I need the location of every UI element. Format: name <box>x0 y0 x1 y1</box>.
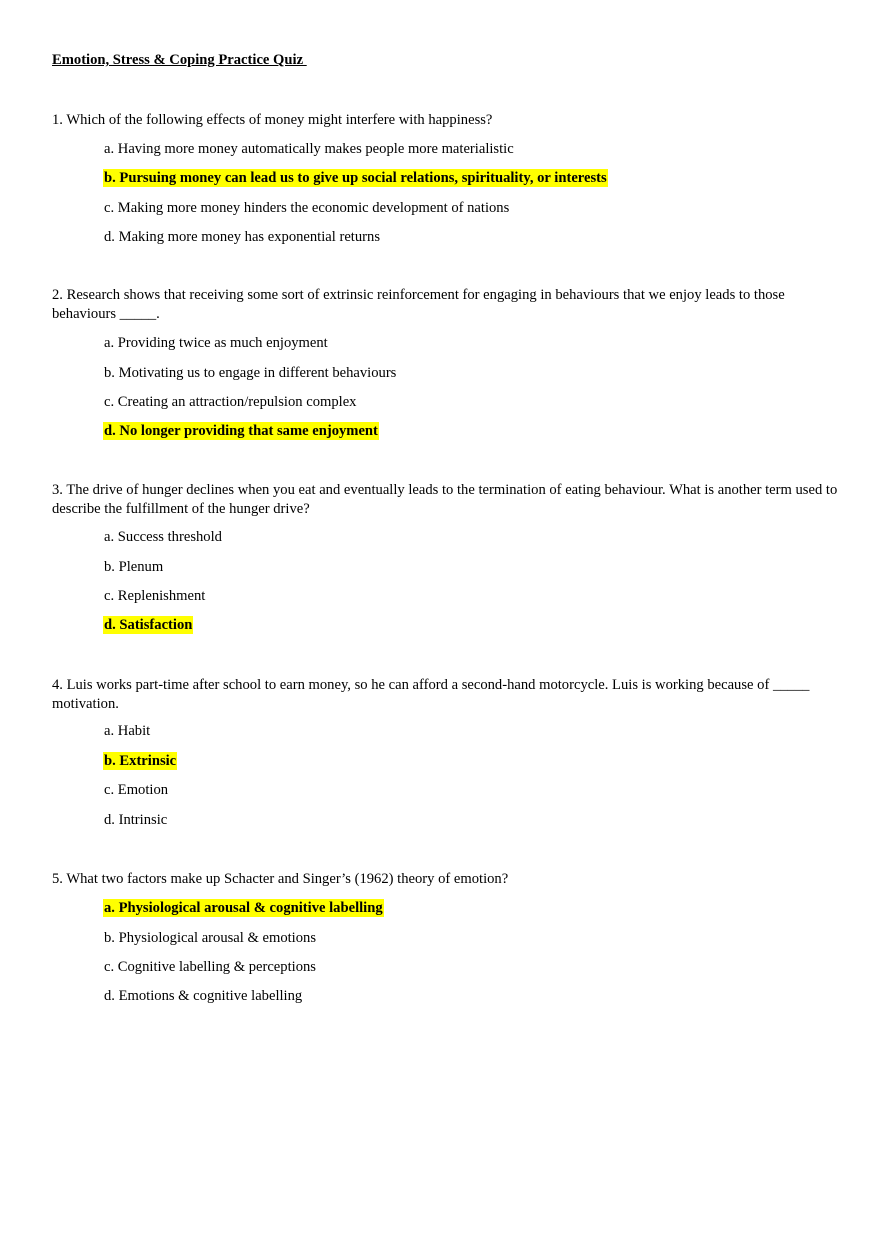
question-3-option-b: b. Plenum <box>104 559 164 575</box>
question-2-option-a: a. Providing twice as much enjoyment <box>104 335 328 351</box>
question-1-option-b-correct: b. Pursuing money can lead us to give up social relations, spirituality, or interests <box>104 170 607 186</box>
question-2-option-d-correct: d. No longer providing that same enjoyment <box>104 423 378 439</box>
question-5: 5. What two factors make up Schacter and Singer’s (1962) theory of emotion? <box>52 871 509 887</box>
question-2-option-c: c. Creating an attraction/repulsion complex <box>104 394 357 410</box>
page-title: Emotion, Stress & Coping Practice Quiz <box>52 52 307 68</box>
question-3-option-d-correct: d. Satisfaction <box>104 617 193 633</box>
question-1-option-c: c. Making more money hinders the economic development of nations <box>104 200 510 216</box>
question-4-option-c: c. Emotion <box>104 782 169 798</box>
question-1-option-d: d. Making more money has exponential returns <box>104 229 380 245</box>
question-4-option-a: a. Habit <box>104 723 151 739</box>
question-3-option-a: a. Success threshold <box>104 529 222 545</box>
question-3-option-c: c. Replenishment <box>104 588 206 604</box>
question-4: 4. Luis works part-time after school to earn money, so he can afford a second-hand motorcycle. Luis is working because of _____ motivation. <box>52 677 810 712</box>
question-4-option-d: d. Intrinsic <box>104 812 168 828</box>
question-5-option-c: c. Cognitive labelling & perceptions <box>104 959 316 975</box>
question-5-option-b: b. Physiological arousal & emotions <box>104 930 316 946</box>
question-4-option-b-correct: b. Extrinsic <box>104 753 177 769</box>
question-5-option-d: d. Emotions & cognitive labelling <box>104 988 303 1004</box>
question-5-option-a-correct: a. Physiological arousal & cognitive labelling <box>104 900 383 916</box>
question-1-option-a: a. Having more money automatically makes people more materialistic <box>104 141 514 157</box>
question-2-option-b: b. Motivating us to engage in different behaviours <box>104 365 397 381</box>
question-3: 3. The drive of hunger declines when you eat and eventually leads to the termination of eating behaviour. What is another term used to describe the fulfillment of the hunger drive? <box>52 482 838 517</box>
question-1: 1. Which of the following effects of money might interfere with happiness? <box>52 112 493 128</box>
question-2: 2. Research shows that receiving some sort of extrinsic reinforcement for engaging in behaviours that we enjoy leads to those behaviours _____. <box>52 287 785 322</box>
